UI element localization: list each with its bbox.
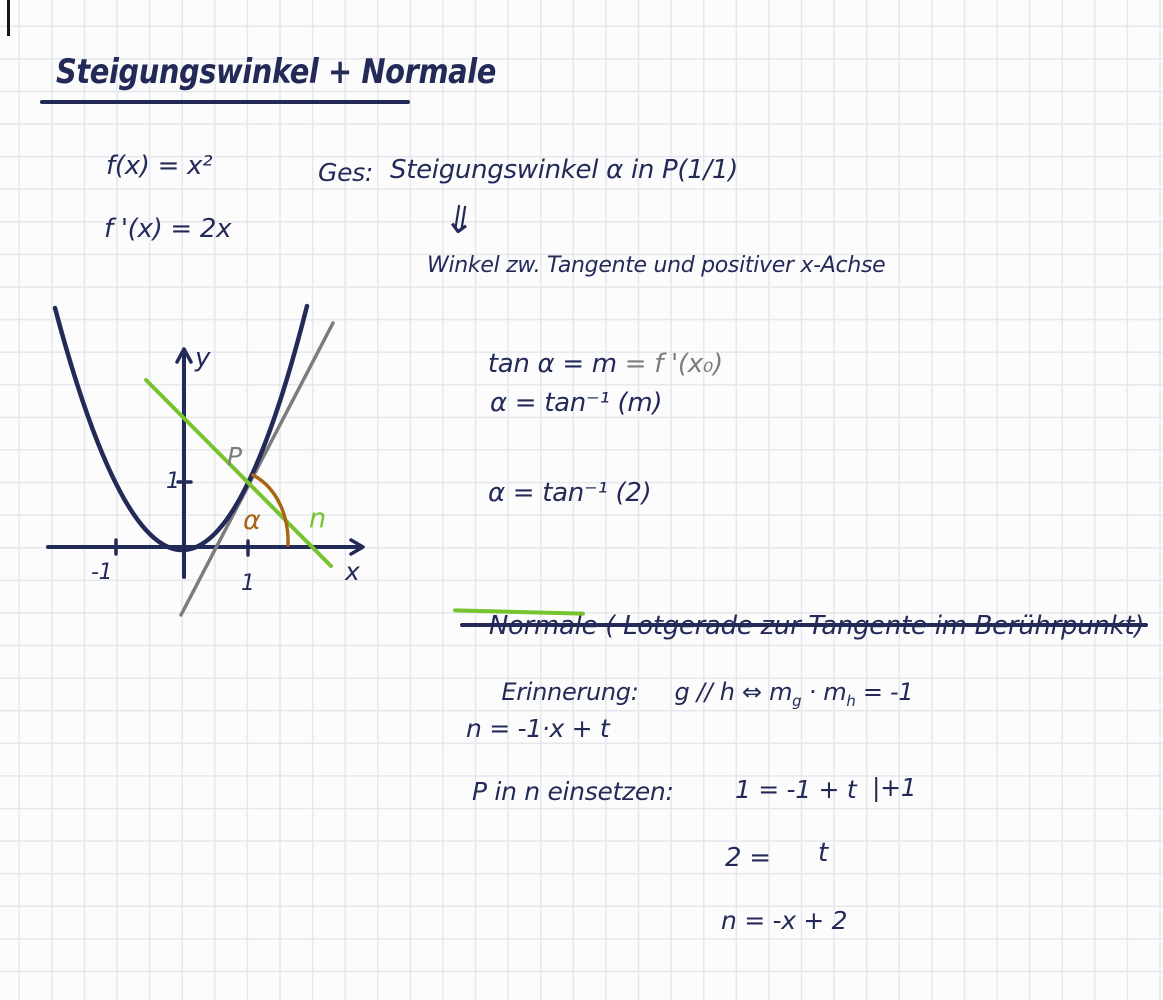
point-p-label: P [227, 442, 242, 471]
function-f-prime: f '(x) = 2x [104, 214, 232, 244]
insert-label: P in n einsetzen: [472, 777, 674, 806]
angle-alpha-label: α [243, 505, 261, 536]
normal-ansatz-equation: n = -1·x + t [466, 714, 610, 743]
tan-equation-gray-part: = f '(x₀) [616, 349, 723, 379]
x-neg-tick-label: -1 [91, 560, 113, 585]
page-edge-mark [7, 0, 10, 36]
parabola-curve [55, 306, 307, 550]
task-label: Ges: [318, 158, 374, 187]
task-conclusion: Winkel zw. Tangente und positiver x-Achse [427, 253, 886, 278]
reminder-formula-pre: g // h ⇔ m [674, 678, 793, 706]
tan-equation-main: tan α = m [487, 349, 617, 379]
function-f: f(x) = x² [106, 151, 213, 181]
task-text: Steigungswinkel α in P(1/1) [390, 155, 739, 185]
x-axis-label: x [345, 557, 360, 586]
normale-underline [460, 623, 1148, 627]
reminder-label: Erinnerung: [501, 678, 639, 706]
t-equation-lhs: 2 = [725, 843, 771, 873]
reminder-sub-h: h [846, 691, 856, 710]
t-equation-rhs: t [818, 838, 828, 868]
y-axis-label: y [195, 343, 211, 373]
reminder-sub-g: g [792, 691, 802, 710]
title-underline [40, 100, 410, 104]
page-title: Steigungswinkel + Normale [56, 52, 496, 92]
reminder-formula-mid: · m [801, 678, 847, 706]
insert-equation: 1 = -1 + t [735, 775, 857, 804]
result-equation: n = -x + 2 [721, 906, 848, 935]
y-tick-label: 1 [166, 469, 180, 494]
alpha-equation: α = tan⁻¹ (m) [490, 388, 663, 418]
insert-operation: |+1 [872, 773, 917, 802]
x-tick-label: 1 [241, 571, 255, 596]
alpha-value-equation: α = tan⁻¹ (2) [488, 478, 652, 508]
reminder-formula-post: = -1 [855, 678, 914, 706]
normal-n-label: n [309, 503, 326, 534]
double-down-arrow-icon: ⇓ [440, 195, 479, 245]
